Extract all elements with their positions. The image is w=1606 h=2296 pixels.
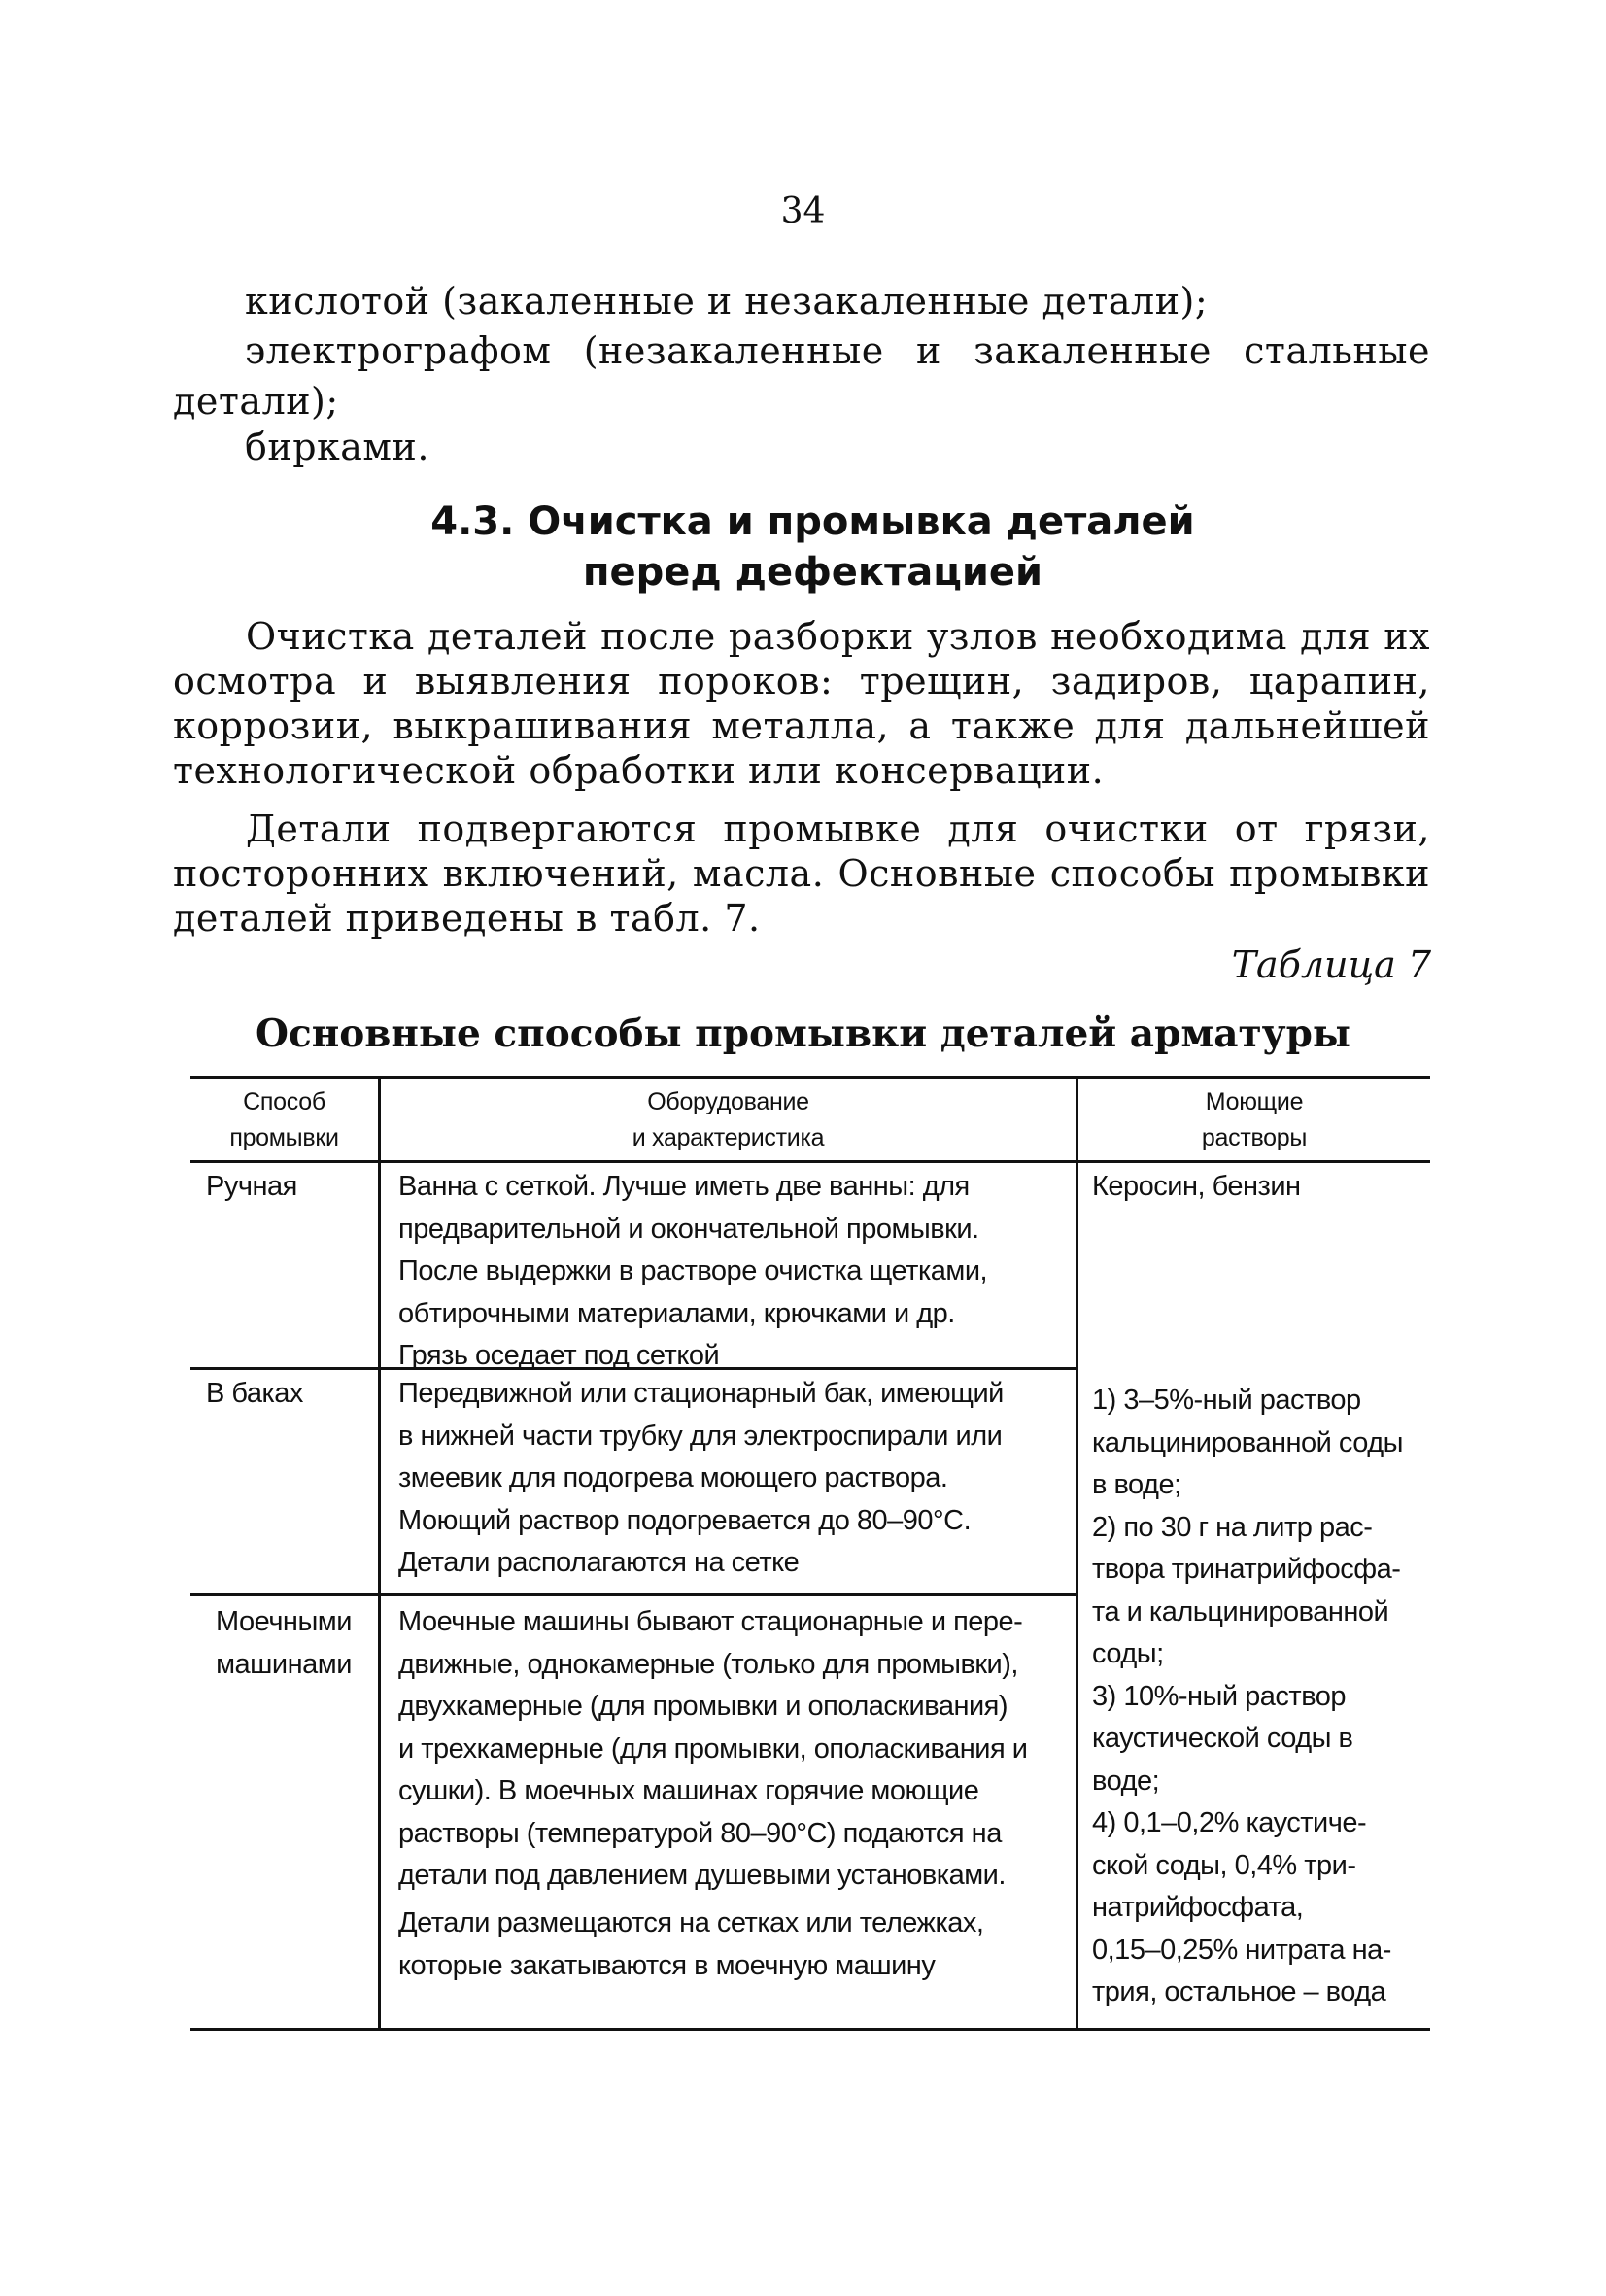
paragraph-2: Детали подвергаются промывке для очистки от грязи, посторонних включений, масла. Основные способы промывки деталей приведены в табл. 7. xyxy=(173,807,1430,940)
paragraph-1: Очистка деталей после разборки узлов необходима для их осмотра и выявления пороков: трещин, задиров, царапин, коррозии, выкрашивания металла, а также для дальнейшей технологической обработки или консервации. xyxy=(173,615,1430,792)
table-bottom-rule xyxy=(190,2028,1430,2031)
header-method: Способ промывки xyxy=(229,1088,339,1151)
row2-equipment: Передвижной или стационарный бак, имеющий в нижней части трубку для электроспирали или змеевик для подогрева моющего раствора. Моющий раствор подогревается до 80–90°С. Детали располагаются на сетке xyxy=(398,1378,1004,1578)
intro-line-3: детали); xyxy=(173,380,339,423)
table-col-divider-2 xyxy=(1076,1076,1078,2030)
intro-line-1: кислотой (закаленные и незакаленные детали); xyxy=(245,280,1209,323)
table-title: Основные способы промывки деталей арматуры xyxy=(256,1011,1350,1056)
table-col-divider-1 xyxy=(378,1076,381,2030)
row3-equipment-extra: Детали размещаются на сетках или тележках, которые закатываются в моечную машину xyxy=(398,1907,984,1981)
section-heading-line-2: перед дефектацией xyxy=(582,550,1043,595)
row3-equipment: Моечные машины бывают стационарные и пере- движные, однокамерные (только для промывки), двухкамерные (для промывки и ополаскивания) и трехкамерные (для промывки, ополаскивания и сушки). В моечных машинах горячие моющие растворы (температурой 80–90°С) подаются на детали под давлением душевыми установками. xyxy=(398,1606,1028,1891)
section-heading-line-1: 4.3. Очистка и промывка деталей xyxy=(430,499,1195,544)
intro-line-2: электрографом (незакаленные и закаленные стальные xyxy=(245,329,1430,372)
header-solutions: Моющие растворы xyxy=(1201,1088,1308,1151)
intro-line-4: бирками. xyxy=(245,426,429,468)
header-equipment: Оборудование и характеристика xyxy=(632,1088,825,1151)
page-number: 34 xyxy=(780,191,826,231)
row2-method: В баках xyxy=(206,1378,303,1409)
row3-method: Моечными машинами xyxy=(216,1606,352,1680)
table-caption: Таблица 7 xyxy=(1231,943,1431,986)
row1-equipment: Ванна с сеткой. Лучше иметь две ванны: для предварительной и окончательной промывки. После выдержки в растворе очистка щетками, обтирочными материалами, крючками и др. Грязь оседает под сеткой xyxy=(398,1171,988,1371)
row2-solutions: 1) 3–5%-ный раствор кальцинированной соды в воде; 2) по 30 г на литр рас- твора тринатрийфосфа- та и кальцинированной соды; 3) 10%-ный раствор каустической соды в воде; 4) 0,1–0,2% каустиче- ской соды, 0,4% три- натрийфосфата, 0,15–0,25% нитрата на- трия, остальное – вода xyxy=(1092,1385,1403,2007)
table-row-rule-2 xyxy=(190,1593,1077,1596)
row1-solutions: Керосин, бензин xyxy=(1092,1171,1301,1202)
table-top-rule xyxy=(190,1076,1430,1079)
row1-method: Ручная xyxy=(206,1171,297,1202)
table-header-rule xyxy=(190,1160,1430,1163)
